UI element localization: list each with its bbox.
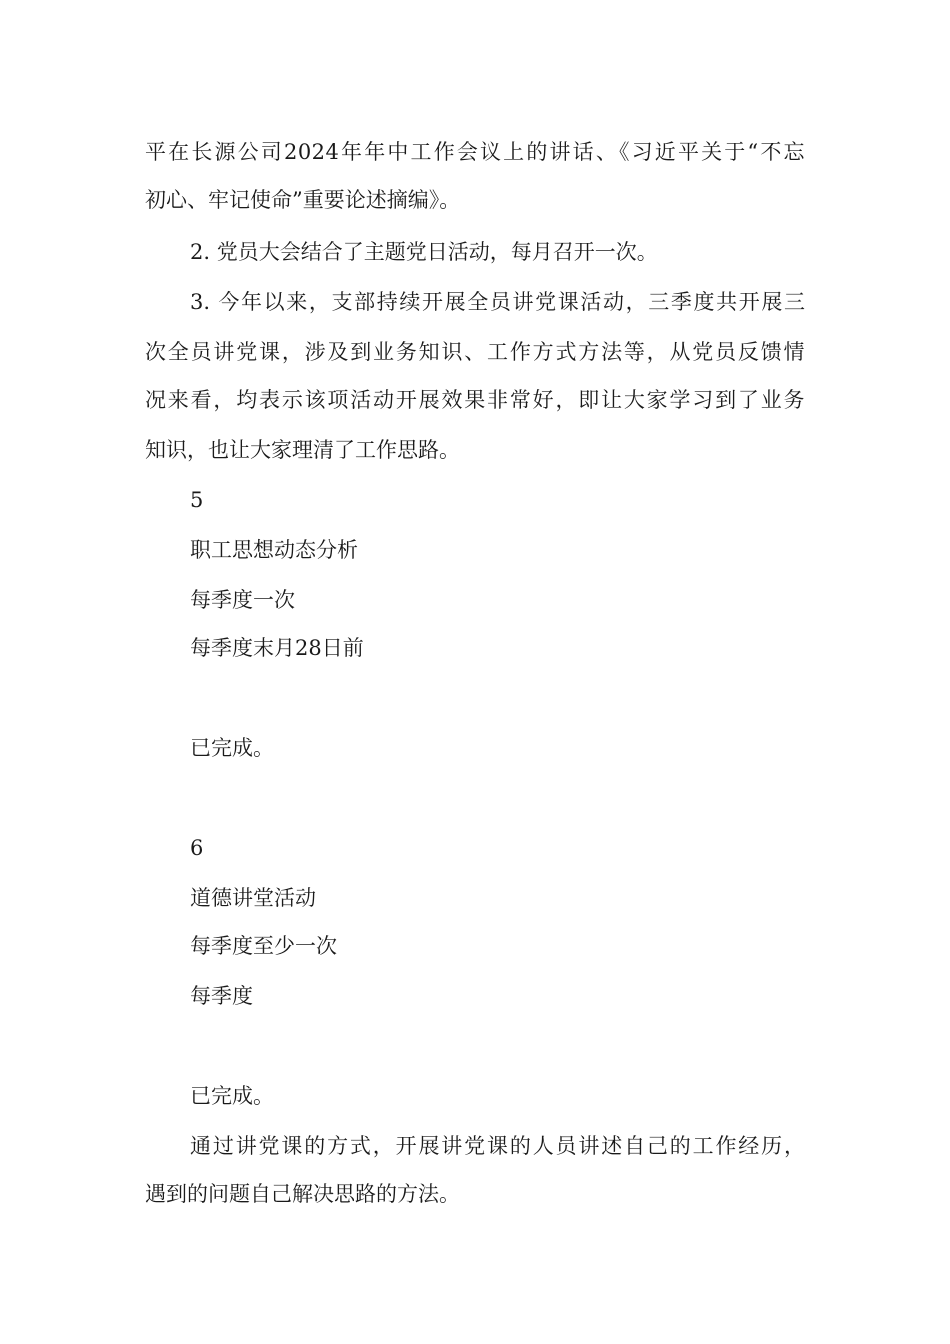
paragraph-1-line-1: 平在长源公司2024年年中工作会议上的讲话、《习近平关于“不忘 <box>145 140 805 164</box>
item-5-frequency: 每季度一次 <box>190 588 295 612</box>
paragraph-3-line-4: 知识，也让大家理清了工作思路。 <box>145 438 460 462</box>
item-5-name: 职工思想动态分析 <box>190 538 358 562</box>
item-6-deadline: 每季度 <box>190 984 253 1008</box>
item-5-status: 已完成。 <box>190 736 274 760</box>
item-5-number: 5 <box>190 488 204 512</box>
paragraph-3-line-2: 次全员讲党课，涉及到业务知识、工作方式方法等，从党员反馈情 <box>145 340 805 364</box>
paragraph-2: 2. 党员大会结合了主题党日活动，每月召开一次。 <box>190 240 658 264</box>
item-6-note-line-1: 通过讲党课的方式，开展讲党课的人员讲述自己的工作经历， <box>190 1134 805 1158</box>
item-5-deadline: 每季度末月28日前 <box>190 636 364 660</box>
item-6-frequency: 每季度至少一次 <box>190 934 337 958</box>
item-6-note-line-2: 遇到的问题自己解决思路的方法。 <box>145 1182 460 1206</box>
paragraph-3-line-1: 3. 今年以来，支部持续开展全员讲党课活动，三季度共开展三 <box>190 290 805 314</box>
item-6-number: 6 <box>190 836 204 860</box>
item-6-status: 已完成。 <box>190 1084 274 1108</box>
paragraph-1-line-2: 初心、牢记使命”重要论述摘编》。 <box>145 188 461 212</box>
item-6-name: 道德讲堂活动 <box>190 886 316 910</box>
paragraph-3-line-3: 况来看，均表示该项活动开展效果非常好，即让大家学习到了业务 <box>145 388 805 412</box>
